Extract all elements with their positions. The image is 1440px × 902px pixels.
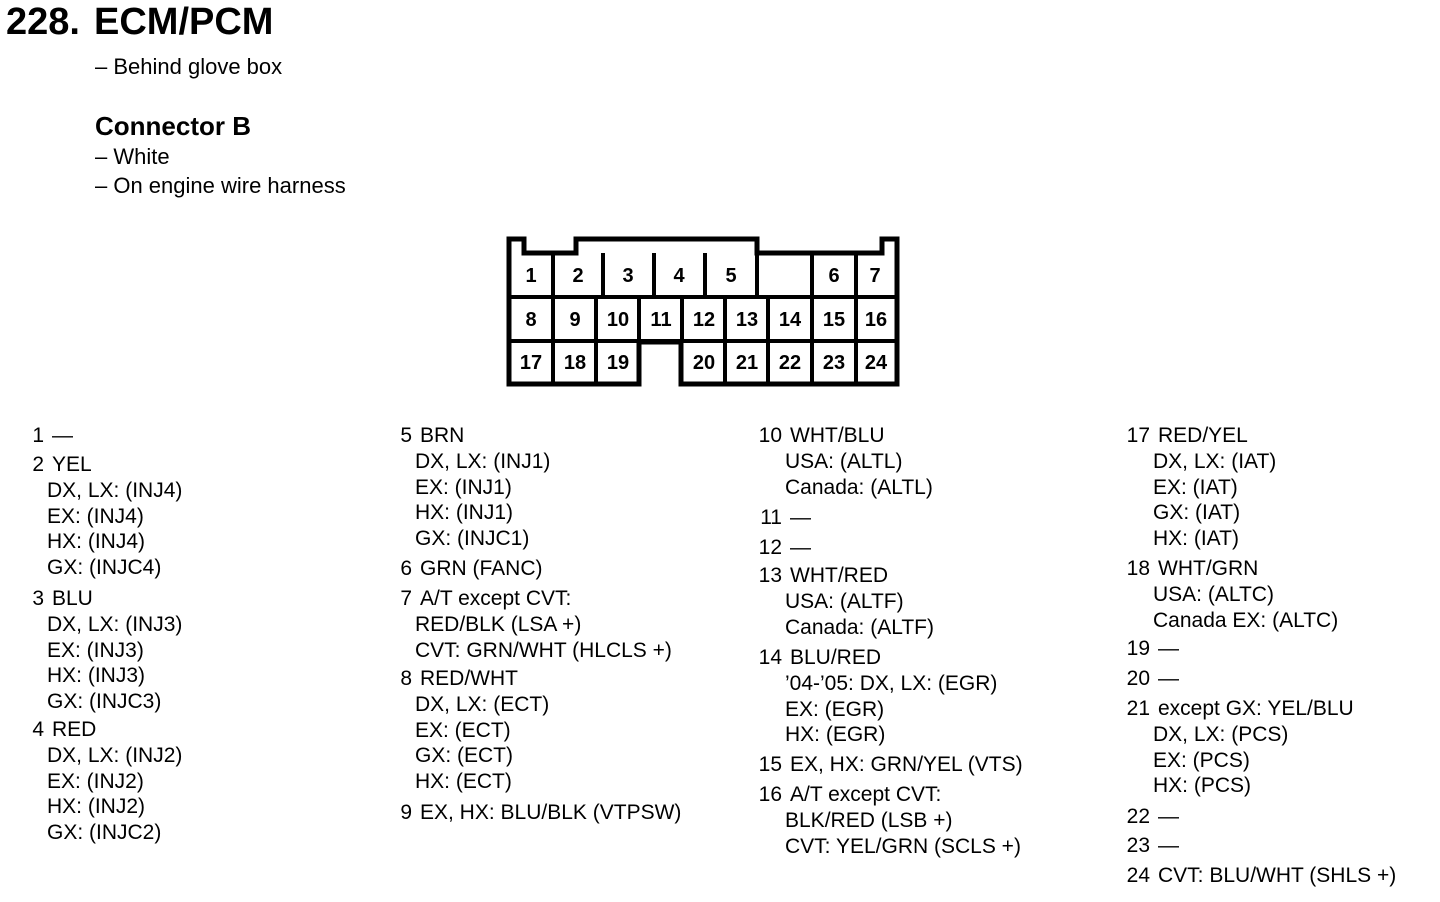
cavity-19-label: 19: [606, 352, 630, 374]
pin-14-detail: EX: (EGR): [785, 697, 885, 721]
pin-14-detail: HX: (EGR): [785, 723, 886, 747]
pin-number: 6: [400, 557, 412, 580]
pin-number: 8: [400, 667, 412, 690]
pin-2-detail: DX, LX: (INJ4): [47, 478, 183, 502]
pin-13-detail: Canada: (ALTF): [785, 615, 934, 639]
pin-7-entry: [388, 586, 571, 612]
pin-4-detail: EX: (INJ2): [47, 769, 144, 793]
pin-number: 24: [1126, 864, 1150, 887]
pin-wire-description: —: [1158, 637, 1179, 660]
pin-number: 13: [758, 564, 782, 587]
component-name: ECM/PCM: [94, 1, 274, 43]
pin-3-entry: [20, 586, 93, 612]
pin-number: 2: [32, 453, 44, 476]
pin-7-detail: CVT: GRN/WHT (HLCLS +): [415, 638, 672, 662]
pin-wire-description: —: [52, 424, 73, 447]
pin-4-entry: [20, 717, 96, 743]
pin-number: 16: [758, 783, 782, 806]
cavity-17-label: 17: [519, 352, 543, 374]
pin-21-detail: DX, LX: (PCS): [1153, 722, 1289, 746]
pin-13-detail: USA: (ALTF): [785, 589, 904, 613]
cavity-5-label: 5: [725, 265, 737, 287]
pin-wire-description: RED/YEL: [1158, 424, 1248, 447]
pin-5-detail: HX: (INJ1): [415, 501, 514, 525]
pin-number: 21: [1126, 697, 1150, 720]
cavity-15-label: 15: [822, 309, 846, 331]
pin-5-detail: GX: (INJC1): [415, 527, 530, 551]
cavity-24-label: 24: [864, 352, 888, 374]
cavity-4-label: 4: [673, 265, 685, 287]
pin-8-detail: GX: (ECT): [415, 744, 513, 768]
pin-wire-description: A/T except CVT:: [420, 587, 572, 610]
pin-5-entry: [388, 423, 464, 449]
cavity-20-label: 20: [692, 352, 716, 374]
pin-13-entry: [748, 563, 888, 589]
pin-wire-description: —: [1158, 667, 1179, 690]
pin-number: 1: [32, 424, 44, 447]
pin-4-detail: GX: (INJC2): [47, 821, 162, 845]
pin-number: 10: [758, 424, 782, 447]
pin-wire-description: —: [1158, 805, 1179, 828]
pin-number: 4: [32, 718, 44, 741]
pin-2-detail: EX: (INJ4): [47, 504, 144, 528]
pin-8-detail: HX: (ECT): [415, 770, 512, 794]
pin-18-entry: [1116, 556, 1258, 582]
cavity-8-label: 8: [525, 309, 537, 331]
cavity-6-label: 6: [828, 265, 840, 287]
cavity-13-label: 13: [735, 309, 759, 331]
cavity-10-label: 10: [606, 309, 630, 331]
pin-number: 5: [400, 424, 412, 447]
pin-number: 19: [1126, 637, 1150, 660]
pin-wire-description: except GX: YEL/BLU: [1158, 697, 1354, 720]
pin-wire-description: BLU/RED: [790, 646, 882, 669]
pin-14-entry: [748, 645, 881, 671]
pin-17-detail: EX: (IAT): [1153, 475, 1238, 499]
pin-number: 12: [758, 536, 782, 559]
cavity-23-label: 23: [822, 352, 846, 374]
pin-17-detail: HX: (IAT): [1153, 527, 1239, 551]
pin-wire-description: WHT/BLU: [790, 424, 885, 447]
pin-number: 11: [760, 506, 782, 529]
pin-17-entry: [1116, 423, 1248, 449]
pin-wire-description: RED/WHT: [420, 667, 518, 690]
pin-24-entry: [1116, 863, 1396, 889]
pin-wire-description: —: [790, 536, 811, 559]
pin-10-detail: Canada: (ALTL): [785, 475, 933, 499]
pin-number: 18: [1126, 557, 1150, 580]
cavity-3-label: 3: [622, 265, 634, 287]
pin-8-detail: DX, LX: (ECT): [415, 692, 550, 716]
pin-wire-description: YEL: [52, 453, 92, 476]
pin-12-entry: [748, 535, 811, 561]
pin-number: 22: [1126, 805, 1150, 828]
pin-number: 9: [400, 801, 412, 824]
pin-10-detail: USA: (ALTL): [785, 449, 903, 473]
pin-wire-description: —: [790, 506, 811, 529]
pin-20-entry: [1116, 666, 1179, 692]
pin-11-entry: [748, 505, 811, 531]
cavity-14-label: 14: [778, 309, 802, 331]
pin-wire-description: A/T except CVT:: [790, 783, 942, 806]
pin-18-detail: USA: (ALTC): [1153, 582, 1274, 606]
pin-5-detail: DX, LX: (INJ1): [415, 449, 551, 473]
pin-3-detail: HX: (INJ3): [47, 664, 146, 688]
pin-wire-description: GRN (FANC): [420, 557, 543, 580]
pin-4-detail: HX: (INJ2): [47, 795, 146, 819]
pin-wire-description: WHT/RED: [790, 564, 888, 587]
cavity-1-label: 1: [525, 265, 537, 287]
cavity-12-label: 12: [692, 309, 716, 331]
pin-number: 3: [32, 587, 44, 610]
pin-3-detail: GX: (INJC3): [47, 690, 162, 714]
pin-wire-description: BLU: [52, 587, 93, 610]
pin-22-entry: [1116, 804, 1179, 830]
pin-2-detail: HX: (INJ4): [47, 530, 146, 554]
pin-wire-description: RED: [52, 718, 97, 741]
pin-wire-description: EX, HX: GRN/YEL (VTS): [790, 753, 1023, 776]
pin-19-entry: [1116, 636, 1179, 662]
pin-4-detail: DX, LX: (INJ2): [47, 743, 183, 767]
pin-number: 17: [1126, 424, 1150, 447]
cavity-22-label: 22: [778, 352, 802, 374]
pin-9-entry: [388, 800, 681, 826]
pin-3-detail: EX: (INJ3): [47, 638, 144, 662]
pin-16-entry: [748, 782, 941, 808]
pin-number: 7: [400, 587, 412, 610]
connector-location-note: – On engine wire harness: [95, 173, 346, 198]
pin-18-detail: Canada EX: (ALTC): [1153, 608, 1339, 632]
pin-wire-description: —: [1158, 834, 1179, 857]
pin-number: 14: [758, 646, 782, 669]
pin-number: 15: [758, 753, 782, 776]
pin-2-entry: [20, 452, 92, 478]
pin-21-detail: EX: (PCS): [1153, 748, 1250, 772]
pin-16-detail: BLK/RED (LSB +): [785, 808, 953, 832]
pin-21-detail: HX: (PCS): [1153, 774, 1252, 798]
pin-wire-description: EX, HX: BLU/BLK (VTPSW): [420, 801, 682, 824]
pin-23-entry: [1116, 833, 1179, 859]
pin-21-entry: [1116, 696, 1354, 722]
pin-wire-description: BRN: [420, 424, 465, 447]
cavity-9-label: 9: [569, 309, 581, 331]
pin-14-detail: ’04-’05: DX, LX: (EGR): [785, 671, 998, 695]
pin-1-entry: [20, 423, 73, 449]
pin-2-detail: GX: (INJC4): [47, 556, 162, 580]
component-number: 228.: [6, 1, 80, 43]
cavity-21-label: 21: [735, 352, 759, 374]
cavity-18-label: 18: [563, 352, 587, 374]
pin-number: 20: [1126, 667, 1150, 690]
pin-8-entry: [388, 666, 518, 692]
cavity-7-label: 7: [869, 265, 881, 287]
pin-15-entry: [748, 752, 1023, 778]
pin-number: 23: [1126, 834, 1150, 857]
pin-8-detail: EX: (ECT): [415, 718, 511, 742]
pin-wire-description: CVT: BLU/WHT (SHLS +): [1158, 864, 1397, 887]
pin-17-detail: GX: (IAT): [1153, 501, 1241, 525]
component-location: – Behind glove box: [95, 54, 283, 79]
pin-17-detail: DX, LX: (IAT): [1153, 449, 1277, 473]
pin-6-entry: [388, 556, 543, 582]
pin-16-detail: CVT: YEL/GRN (SCLS +): [785, 834, 1021, 858]
cavity-16-label: 16: [864, 309, 888, 331]
pin-wire-description: WHT/GRN: [1158, 557, 1259, 580]
cavity-11-label: 11: [650, 309, 672, 331]
connector-color-note: – White: [95, 144, 170, 169]
pin-3-detail: DX, LX: (INJ3): [47, 612, 183, 636]
pin-5-detail: EX: (INJ1): [415, 475, 512, 499]
connector-title: Connector B: [95, 111, 251, 141]
pin-7-detail: RED/BLK (LSA +): [415, 612, 582, 636]
pin-10-entry: [748, 423, 885, 449]
cavity-2-label: 2: [572, 265, 584, 287]
